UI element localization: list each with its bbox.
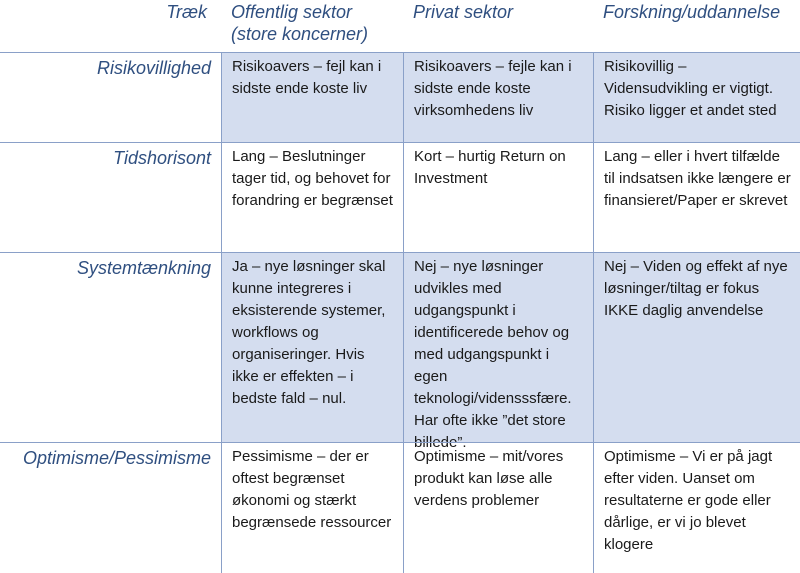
row-label-risk: Risikovillighed: [0, 52, 221, 142]
row-label-optimism: Optimisme/Pessimisme: [0, 442, 221, 573]
cell-optimism-research: Optimisme – Vi er på jagt efter viden. Uanset om resultaterne er gode eller dårlige, er vi jo blevet klogere: [593, 442, 800, 573]
row-label-systems: Systemtænkning: [0, 252, 221, 442]
header-public-sector: Offentlig sektor (store koncerner): [231, 2, 369, 44]
cell-systems-private: Nej – nye løsninger udvikles med udgangspunkt i identificerede behov og med udgangspunkt i egen teknologi/vidensssfære. Har ofte ikke ”det store billede”.: [403, 252, 593, 442]
cell-optimism-private: Optimisme – mit/vores produkt kan løse alle verdens problemer: [403, 442, 593, 573]
cell-horizon-private: Kort – hurtig Return on Investment: [403, 142, 593, 252]
row-label-horizon: Tidshorisont: [0, 142, 221, 252]
cell-horizon-research: Lang – eller i hvert tilfælde til indsatsen ikke længere er finansieret/Paper er skrevet: [593, 142, 800, 252]
cell-risk-research: Risikovillig – Vidensudvikling er vigtigt. Risiko ligger et andet sted: [593, 52, 800, 142]
cell-horizon-public: Lang – Beslutninger tager tid, og behovet for forandring er begrænset: [221, 142, 403, 252]
header-research-education: Forskning/uddannelse: [603, 2, 781, 22]
cell-risk-private: Risikoavers – fejle kan i sidste ende koste virksomhedens liv: [403, 52, 593, 142]
cell-systems-public: Ja – nye løsninger skal kunne integreres i eksisterende systemer, workflows og organiseringer. Hvis ikke er effekten – i bedste fald – nul.: [221, 252, 403, 442]
cell-systems-research: Nej – Viden og effekt af nye løsninger/tiltag er fokus IKKE daglig anvendelse: [593, 252, 800, 442]
header-private-sector: Privat sektor: [413, 2, 514, 22]
header-trait: Træk: [166, 2, 207, 22]
cell-optimism-public: Pessimisme – der er oftest begrænset økonomi og stærkt begrænsede ressourcer: [221, 442, 403, 573]
cell-risk-public: Risikoavers – fejl kan i sidste ende koste liv: [221, 52, 403, 142]
